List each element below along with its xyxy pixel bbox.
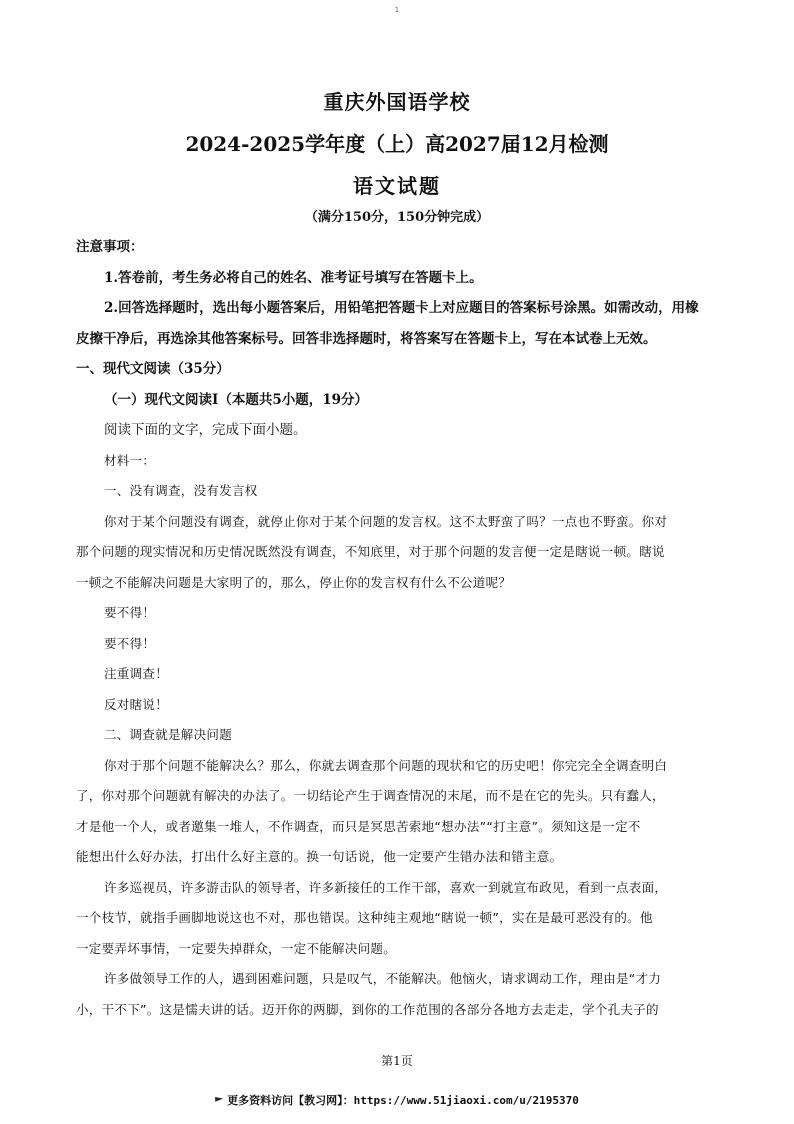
paragraph-2-line-1: 你对于那个问题不能解决么？那么，你就去调查那个问题的现状和它的历史吧！你完完全全调查明白 — [104, 757, 668, 773]
paragraph-3-line-1: 许多巡视员，许多游击队的领导者，许多新接任的工作干部，喜欢一到就宣布政见，看到一点表面， — [104, 879, 668, 895]
short-line-4: 反对瞎说！ — [104, 696, 169, 712]
footer-link-text: 更多资料访问【教习网】：https://www.51jiaoxi.com/u/2195370 — [227, 1094, 579, 1107]
page-number: 第1页 — [381, 1054, 413, 1068]
notice-item-2-line-1: 2.回答选择题时，选出每小题答案后，用铅笔把答题卡上对应题目的答案标号涂黑。如需改动，用橡 — [104, 300, 699, 316]
paragraph-2-line-3: 才是他一个人，或者邀集一堆人，不作调查，而只是冥思苦索地“想办法”“打主意”。须知这是一定不 — [76, 818, 641, 834]
notice-item-1: 1.答卷前，考生务必将自己的姓名、准考证号填写在答题卡上。 — [104, 269, 483, 286]
short-line-3: 注重调查！ — [104, 666, 169, 681]
article-section-1-title: 一、没有调查，没有发言权 — [104, 483, 258, 498]
paragraph-3-line-3: 一定要弄坏事情，一定要失掉群众，一定不能解决问题。 — [76, 940, 397, 956]
footer-link[interactable] — [0, 1092, 794, 1108]
paragraph-2-line-4: 能想出什么好办法，打出什么好主意的。换一句话说，他一定要产生错办法和错主意。 — [76, 849, 563, 864]
paragraph-1-line-2: 那个问题的现实情况和历史情况既然没有调查，不知底里，对于那个问题的发言便一定是瞎说一顿。瞎说 — [76, 544, 665, 559]
paragraph-1-line-1: 你对于某个问题没有调查，就停止你对于某个问题的发言权。这不太野蛮了吗？一点也不野蛮。你对 — [104, 513, 668, 529]
school-title: 重庆外国语学校 — [323, 90, 471, 114]
flag-icon — [215, 1097, 223, 1105]
paragraph-3-line-2: 一个枝节，就指手画脚地说这也不对，那也错误。这种纯主观地“瞎说一顿”，实在是最可恶没有的。他 — [76, 910, 653, 925]
sub-section-heading: （一）现代文阅读Ⅰ（本题共5小题，19分） — [104, 391, 368, 408]
notice-heading: 注意事项： — [76, 239, 144, 255]
short-line-2: 要不得！ — [104, 635, 156, 651]
score-time-note: （满分150分，150分钟完成） — [304, 210, 490, 225]
paragraph-4-line-1: 许多做领导工作的人，遇到困难问题，只是叹气，不能解决。他恼火，请求调动工作，理由是“才力 — [104, 971, 662, 986]
paragraph-4-line-2: 小，干不下”。这是懦夫讲的话。迈开你的两脚，到你的工作范围的各部分各地方去走走，学个孔夫子的 — [76, 1001, 659, 1017]
section-heading: 一、现代文阅读（35分） — [76, 361, 230, 377]
article-section-2-title: 二、调查就是解决问题 — [104, 727, 233, 742]
short-line-1: 要不得！ — [104, 605, 156, 620]
page-header-mark: 1 — [394, 6, 400, 14]
material-label: 材料一： — [104, 452, 156, 468]
notice-item-2-line-2: 皮擦干净后，再选涂其他答案标号。回答非选择题时，将答案写在答题卡上，写在本试卷上无效。 — [76, 330, 657, 347]
paragraph-1-line-3: 一顿之不能解决问题是大家明了的，那么，停止你的发言权有什么不公道呢？ — [76, 574, 512, 590]
exam-term-title: 2024-2025学年度（上）高2027届12月检测 — [185, 132, 609, 156]
paragraph-2-line-2: 了，你对那个问题就有解决的办法了。一切结论产生于调查情况的末尾，而不是在它的先头。只有蠢人， — [76, 788, 665, 803]
subject-title: 语文试题 — [353, 174, 441, 198]
reading-instruction: 阅读下面的文字，完成下面小题。 — [104, 422, 307, 438]
document-body — [76, 232, 721, 1025]
